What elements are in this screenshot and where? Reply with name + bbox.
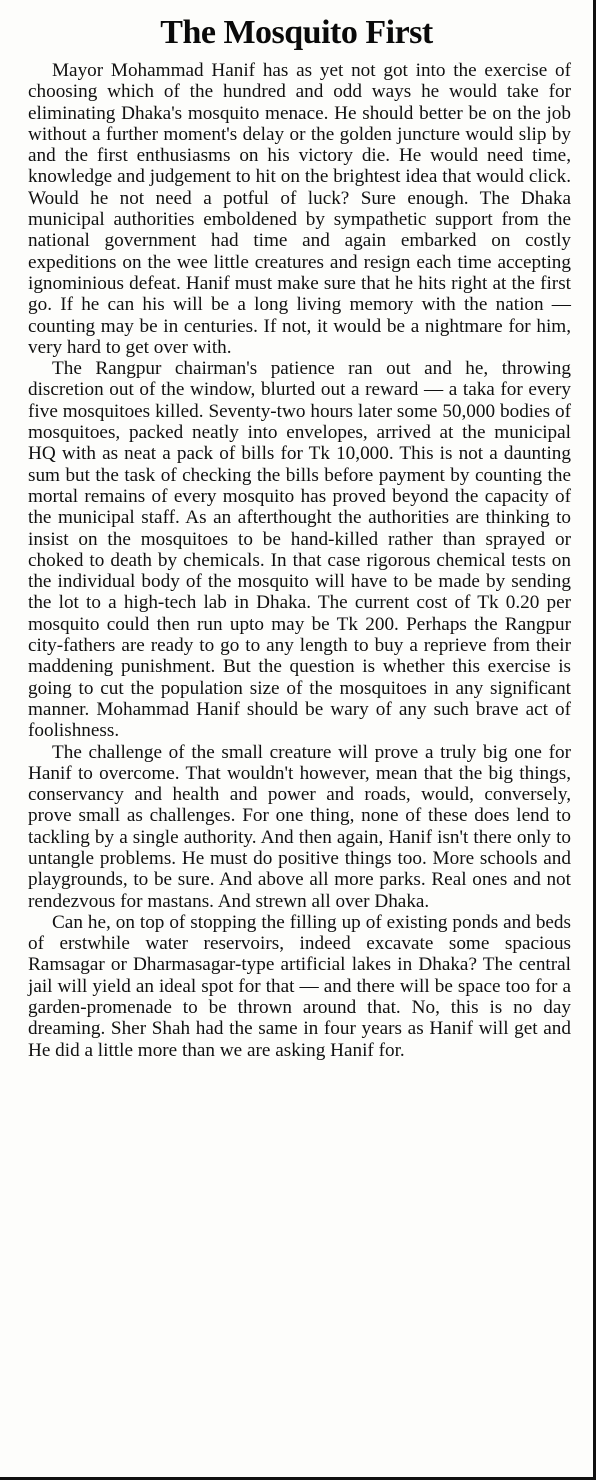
article-paragraph: The challenge of the small creature will prove a truly big one for Hanif to overcome. That wouldn't however, mean that the big things, conservancy and health and power and roads, would, conversely, prove small as challenges. For one thing, none of these does lend to tackling by a single authority. And then again, Hanif isn't there only to untangle problems. He must do positive things too. More schools and playgrounds, to be sure. And above all more parks. Real ones and not rendezvous for mastans. And strewn all over Dhaka. <box>28 741 571 912</box>
article-paragraph: Can he, on top of stopping the filling up of existing ponds and beds of erstwhile water reservoirs, indeed excavate some spacious Ramsagar or Dharmasagar-type artificial lakes in Dhaka? The central jail will yield an ideal spot for that — and there will be space too for a garden-promenade to be thrown around that. No, this is no day dreaming. Sher Shah had the same in four years as Hanif will get and He did a little more than we are asking Hanif for. <box>28 911 571 1061</box>
article-headline: The Mosquito First <box>160 14 433 51</box>
article-body <box>0 60 593 1061</box>
article-paragraph: Mayor Mohammad Hanif has as yet not got into the exercise of choosing which of the hundred and odd ways he would take for eliminating Dhaka's mosquito menace. He should better be on the job without a further moment's delay or the golden juncture would slip by and the first enthusiasms on his victory die. He would need time, knowledge and judgement to hit on the brightest idea that would click. Would he not need a potful of luck? Sure enough. The Dhaka municipal authorities emboldened by sympathetic support from the national government had time and again embarked on costly expeditions on the wee little creatures and resign each time accepting ignominious defeat. Hanif must make sure that he hits right at the first go. If he can his will be a long living memory with the nation — counting may be in centuries. If not, it would be a nightmare for him, very hard to get over with. <box>28 60 571 358</box>
article-paragraph: The Rangpur chairman's patience ran out and he, throwing discretion out of the window, blurted out a reward — a taka for every five mosquitoes killed. Seventy-two hours later some 50,000 bodies of mosquitoes, packed neatly into envelopes, arrived at the municipal HQ with as neat a pack of bills for Tk 10,000. This is not a daunting sum but the task of checking the bills before payment by counting the mortal remains of every mosquito has proved beyond the capacity of the municipal staff. As an afterthought the authorities are thinking to insist on the mosquitoes to be hand-killed rather than sprayed or choked to death by chemicals. In that case rigorous chemical tests on the individual body of the mosquito will have to be made by sending the lot to a high-tech lab in Dhaka. The current cost of Tk 0.20 per mosquito could then run upto may be Tk 200. Perhaps the Rangpur city-fathers are ready to go to any length to buy a reprieve from their maddening punishment. But the question is whether this exercise is going to cut the population size of the mosquitoes in any significant manner. Mohammad Hanif should be wary of any such brave act of foolishness. <box>28 358 571 742</box>
